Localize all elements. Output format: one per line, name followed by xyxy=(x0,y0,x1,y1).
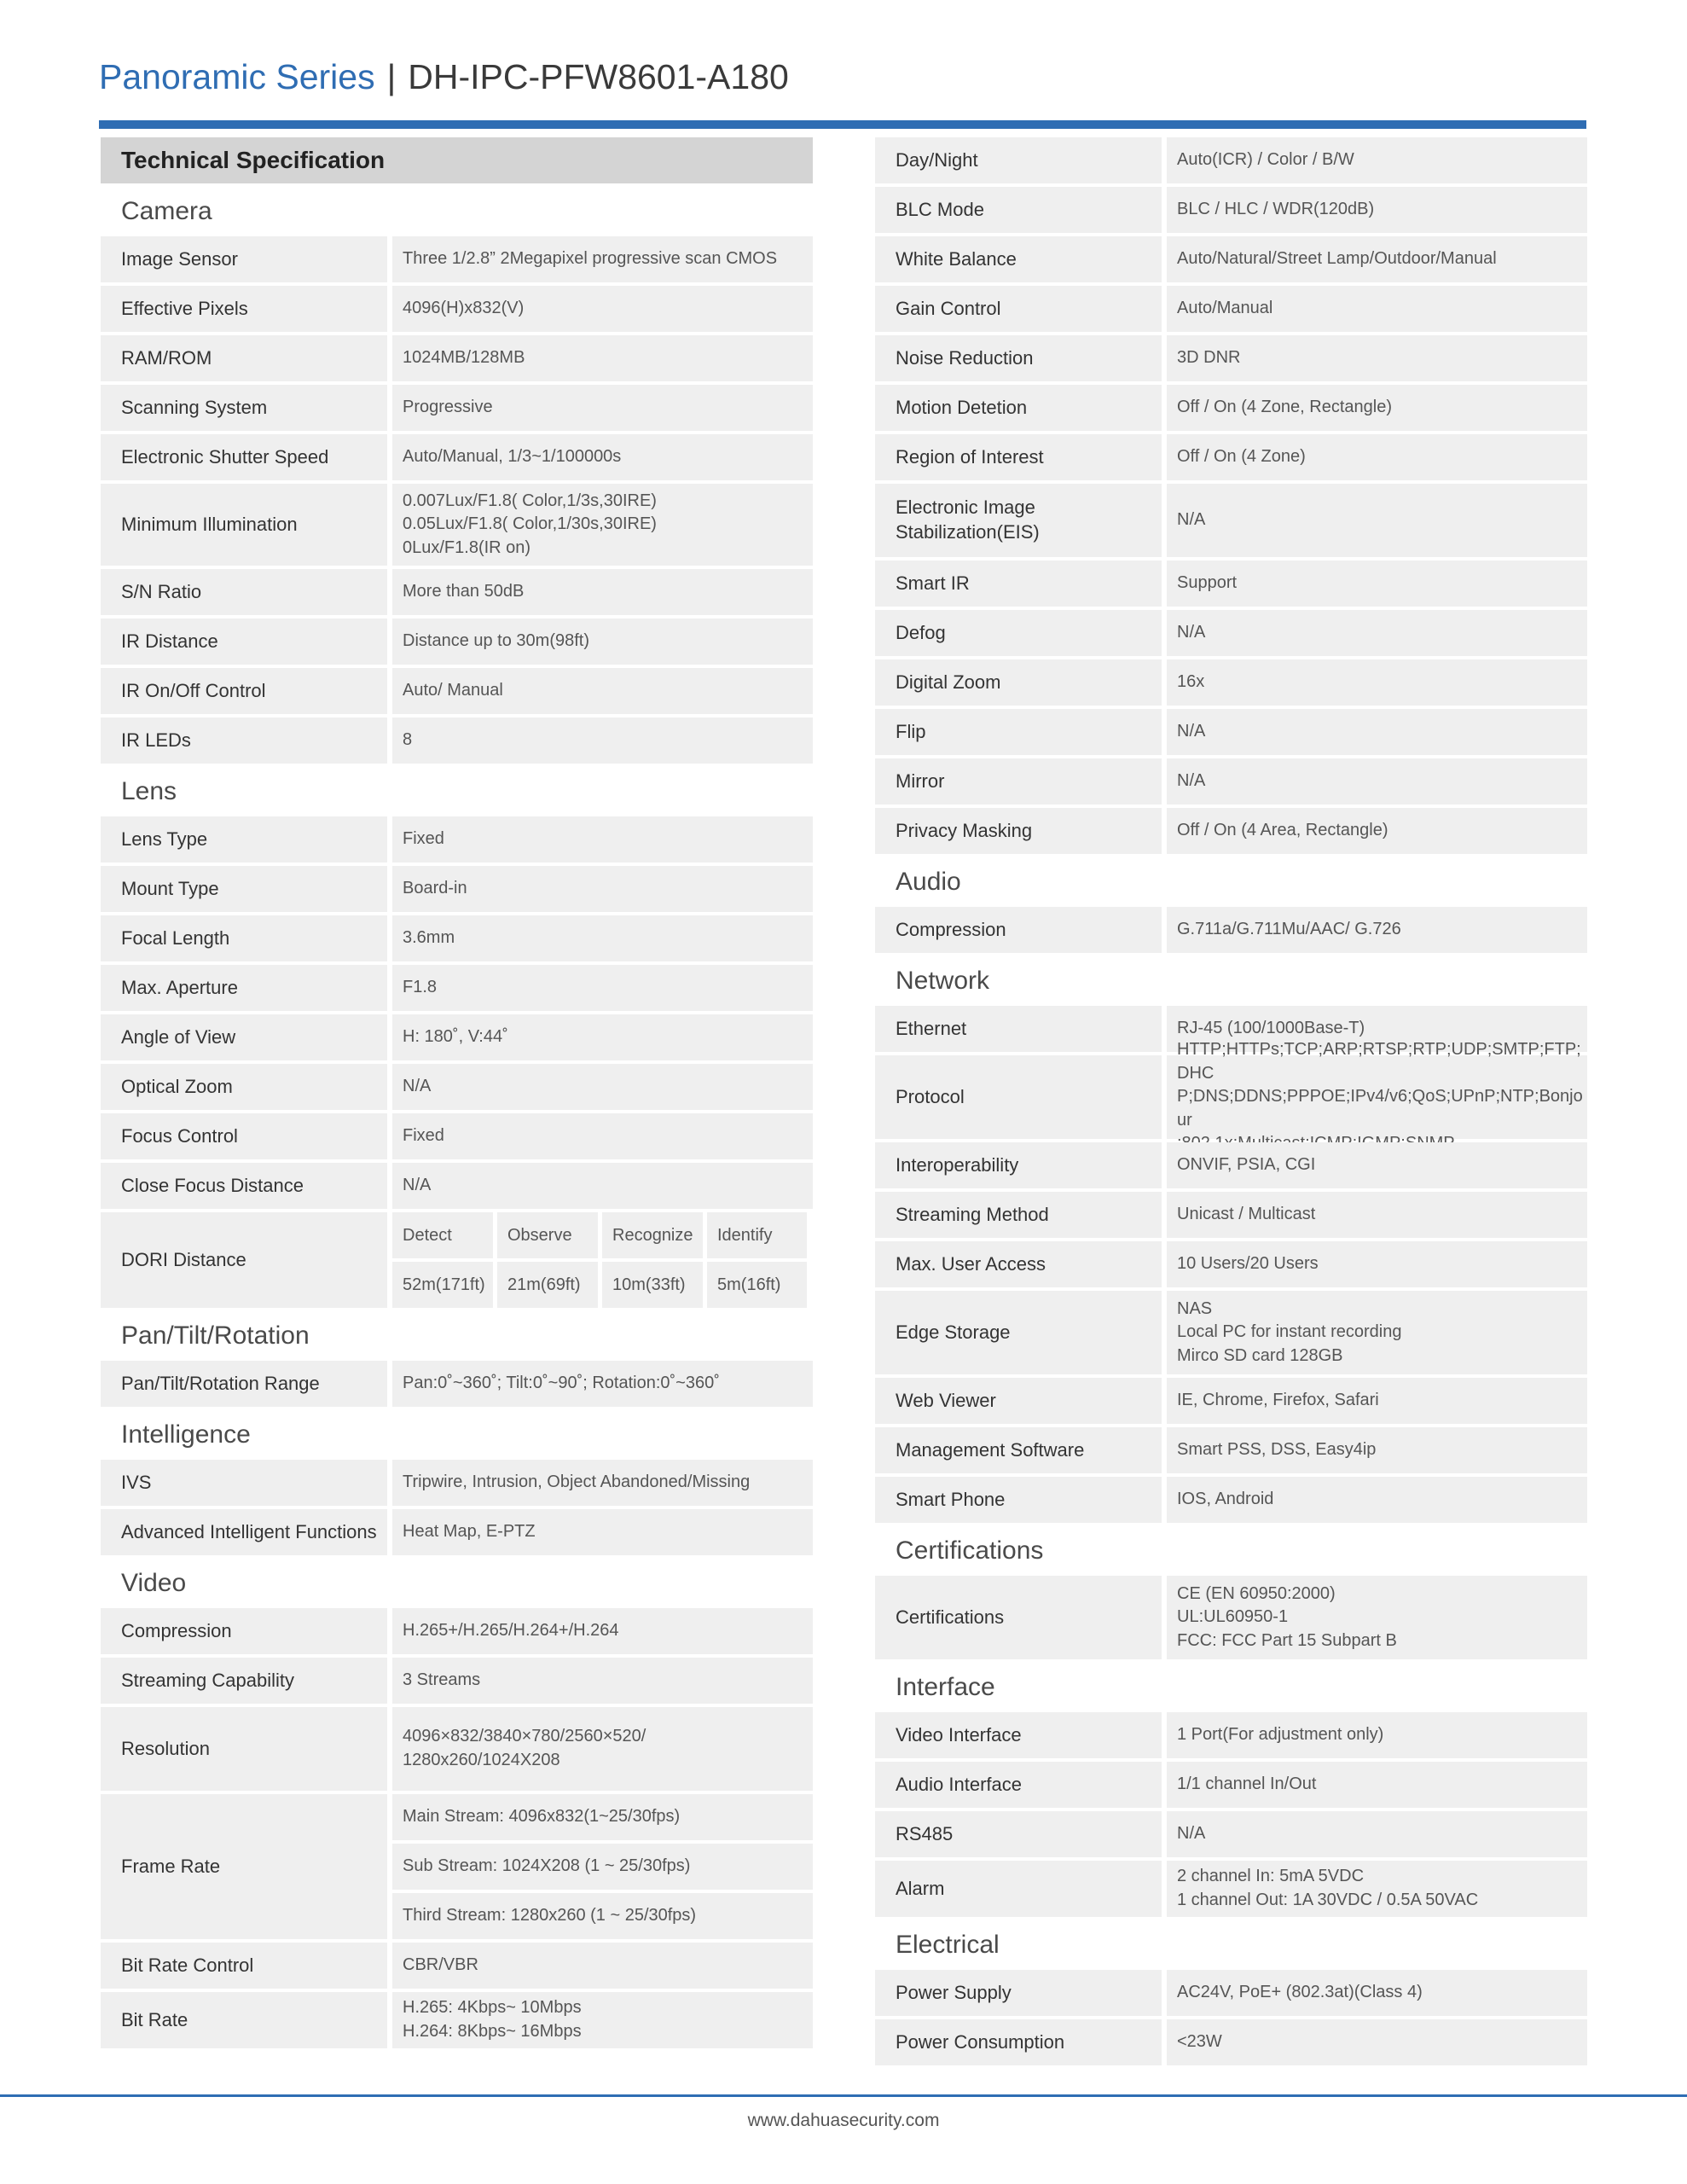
spec-value-line: CE (EN 60950:2000) xyxy=(1177,1583,1336,1603)
spec-value-line: AC24V, PoE+ (802.3at)(Class 4) xyxy=(1177,1983,1423,2002)
spec-label: Angle of View xyxy=(101,1014,387,1060)
section-heading: Certifications xyxy=(896,1536,1044,1565)
spec-label: Audio Interface xyxy=(875,1762,1162,1808)
spec-value-line: 3.6mm xyxy=(403,928,455,948)
dori-header: Observe xyxy=(497,1212,598,1258)
spec-row-s-n-ratio xyxy=(101,569,813,615)
spec-label: Smart Phone xyxy=(875,1477,1162,1523)
spec-label: Edge Storage xyxy=(875,1291,1162,1374)
spec-row-smart-ir xyxy=(875,561,1587,607)
spec-value-line: 1 channel Out: 1A 30VDC / 0.5A 50VAC xyxy=(1177,1891,1479,1909)
spec-value-line: N/A xyxy=(1177,771,1206,791)
spec-label: Alarm xyxy=(875,1861,1162,1917)
spec-value xyxy=(1167,1427,1587,1473)
section-heading: Audio xyxy=(896,868,961,896)
spec-row-electronic-image-stabilization-eis xyxy=(875,484,1587,557)
spec-value xyxy=(392,668,813,714)
spec-value xyxy=(392,1658,813,1704)
spec-value-line: 3D DNR xyxy=(1177,348,1241,368)
spec-value xyxy=(392,619,813,665)
spec-value-line: N/A xyxy=(1177,722,1206,741)
section-heading: Interface xyxy=(896,1673,995,1701)
spec-value xyxy=(1167,808,1587,854)
spec-label: Management Software xyxy=(875,1427,1162,1473)
spec-label: Focus Control xyxy=(101,1113,387,1159)
spec-row-ir-distance xyxy=(101,619,813,665)
spec-label: Day/Night xyxy=(875,137,1162,183)
spec-value xyxy=(392,1992,813,2048)
spec-value xyxy=(392,1460,813,1506)
spec-value-line: Tripwire, Intrusion, Object Abandoned/Missing xyxy=(403,1472,751,1492)
spec-value-line: IE, Chrome, Firefox, Safari xyxy=(1177,1391,1379,1410)
section-heading: Intelligence xyxy=(121,1420,251,1449)
spec-row-image-sensor xyxy=(101,236,813,282)
spec-label: Scanning System xyxy=(101,385,387,431)
spec-value-line: H.265: 4Kbps~ 10Mbps xyxy=(403,1998,582,2018)
model-name: DH-IPC-PFW8601-A180 xyxy=(408,56,789,96)
spec-row-protocol xyxy=(875,1040,1587,1139)
spec-row-optical-zoom xyxy=(101,1064,813,1110)
spec-row-max-aperture xyxy=(101,965,813,1011)
spec-label: BLC Mode xyxy=(875,187,1162,233)
title-separator: | xyxy=(386,56,397,96)
spec-value xyxy=(1167,1576,1587,1659)
spec-value-line: N/A xyxy=(403,1077,432,1096)
spec-label: Protocol xyxy=(875,1055,1162,1139)
spec-value-line: Distance up to 30m(98ft) xyxy=(403,631,589,651)
spec-value xyxy=(1167,1712,1587,1758)
spec-row-frame-rate xyxy=(101,1794,813,1939)
spec-value xyxy=(1167,1142,1587,1188)
frame-rate-stream: Third Stream: 1280x260 (1 ~ 25/30fps) xyxy=(392,1893,813,1939)
spec-value-line: 1/1 channel In/Out xyxy=(1177,1774,1317,1794)
spec-value xyxy=(1167,187,1587,233)
spec-label: Lens Type xyxy=(101,816,387,863)
dori-header: Detect xyxy=(392,1212,493,1258)
spec-label: Max. Aperture xyxy=(101,965,387,1011)
spec-label: Optical Zoom xyxy=(101,1064,387,1110)
spec-label: Close Focus Distance xyxy=(101,1163,387,1209)
page-header xyxy=(99,51,789,102)
section-heading: Video xyxy=(121,1569,187,1597)
spec-label: Advanced Intelligent Functions xyxy=(101,1509,387,1555)
spec-row-ir-on-off-control xyxy=(101,668,813,714)
footer-divider xyxy=(0,2094,1687,2097)
spec-row-digital-zoom xyxy=(875,659,1587,706)
spec-label: Certifications xyxy=(875,1576,1162,1659)
spec-value-line: Pan:0˚~360˚; Tilt:0˚~90˚; Rotation:0˚~360˚ xyxy=(403,1374,720,1393)
spec-label: IR Distance xyxy=(101,619,387,665)
spec-value xyxy=(392,1794,813,1939)
spec-value-line: F1.8 xyxy=(403,978,438,997)
spec-label: Pan/Tilt/Rotation Range xyxy=(101,1361,387,1407)
spec-row-video-interface xyxy=(875,1712,1587,1758)
spec-value-line: Off / On (4 Zone, Rectangle) xyxy=(1177,398,1392,417)
spec-row-interoperability xyxy=(875,1142,1587,1188)
spec-value xyxy=(1167,335,1587,381)
dori-header: Recognize xyxy=(602,1212,703,1258)
spec-row-alarm xyxy=(875,1861,1587,1917)
spec-label: Privacy Masking xyxy=(875,808,1162,854)
spec-value-line: Smart PSS, DSS, Easy4ip xyxy=(1177,1440,1377,1460)
spec-value-line: H: 180˚, V:44˚ xyxy=(403,1027,508,1047)
spec-row-minimum-illumination xyxy=(101,484,813,566)
spec-row-blc-mode xyxy=(875,187,1587,233)
spec-value xyxy=(392,1163,813,1209)
spec-value xyxy=(1167,907,1587,953)
spec-row-region-of-interest xyxy=(875,434,1587,480)
spec-value-line: Off / On (4 Zone) xyxy=(1177,447,1306,467)
spec-row-lens-type xyxy=(101,816,813,863)
dori-value: 21m(69ft) xyxy=(497,1262,598,1308)
spec-label: Image Sensor xyxy=(101,236,387,282)
spec-value-line: 1280x260/1024X208 xyxy=(403,1751,560,1769)
spec-value-line: ONVIF, PSIA, CGI xyxy=(1177,1155,1316,1175)
spec-label: Web Viewer xyxy=(875,1378,1162,1424)
spec-label: Digital Zoom xyxy=(875,659,1162,706)
spec-row-compression xyxy=(101,1608,813,1654)
spec-row-day-night xyxy=(875,137,1587,183)
left-column xyxy=(101,137,813,2052)
spec-label: Smart IR xyxy=(875,561,1162,607)
spec-value xyxy=(392,965,813,1011)
spec-label: Electronic Image Stabilization(EIS) xyxy=(875,484,1162,557)
spec-value xyxy=(392,1707,813,1791)
spec-label: Region of Interest xyxy=(875,434,1162,480)
spec-value xyxy=(1167,561,1587,607)
header-divider xyxy=(99,120,1586,129)
spec-label: Minimum Illumination xyxy=(101,484,387,566)
spec-value-line: N/A xyxy=(1177,623,1206,642)
spec-label: Streaming Method xyxy=(875,1192,1162,1238)
spec-value xyxy=(392,484,813,566)
spec-label: Power Consumption xyxy=(875,2019,1162,2065)
spec-value-line: CBR/VBR xyxy=(403,1955,478,1975)
spec-label: Streaming Capability xyxy=(101,1658,387,1704)
spec-value xyxy=(392,915,813,961)
spec-label: Defog xyxy=(875,610,1162,656)
dori-table xyxy=(392,1212,813,1308)
spec-value-line: Off / On (4 Area, Rectangle) xyxy=(1177,821,1388,840)
spec-value xyxy=(1167,1970,1587,2016)
spec-value xyxy=(1167,610,1587,656)
spec-label: Bit Rate xyxy=(101,1992,387,2048)
spec-row-focus-control xyxy=(101,1113,813,1159)
spec-value xyxy=(1167,1811,1587,1857)
spec-value-line: HTTP;HTTPs;TCP;ARP;RTSP;RTP;UDP;SMTP;FTP;DHC xyxy=(1177,1040,1581,1083)
spec-value xyxy=(392,866,813,912)
spec-value xyxy=(1167,236,1587,282)
spec-value-line: 1 Port(For adjustment only) xyxy=(1177,1725,1384,1745)
spec-value-line: P;DNS;DDNS;PPPOE;IPv4/v6;QoS;UPnP;NTP;Bonjour xyxy=(1177,1087,1583,1130)
spec-value-line: RJ-45 (100/1000Base-T) xyxy=(1177,1019,1365,1038)
spec-row-bit-rate-control xyxy=(101,1943,813,1989)
spec-label: S/N Ratio xyxy=(101,569,387,615)
spec-label: Max. User Access xyxy=(875,1241,1162,1287)
spec-value xyxy=(1167,1477,1587,1523)
spec-row-power-supply xyxy=(875,1970,1587,2016)
spec-label: IR LEDs xyxy=(101,717,387,764)
spec-label: IR On/Off Control xyxy=(101,668,387,714)
spec-value-line: Fixed xyxy=(403,829,444,849)
spec-row-mount-type xyxy=(101,866,813,912)
spec-value-line: FCC: FCC Part 15 Subpart B xyxy=(1177,1630,1397,1650)
spec-label: Flip xyxy=(875,709,1162,755)
spec-row-advanced-intelligent-functions xyxy=(101,1509,813,1555)
spec-label: Gain Control xyxy=(875,286,1162,332)
section-title-technical-specification: Technical Specification xyxy=(101,137,813,183)
spec-row-smart-phone xyxy=(875,1477,1587,1523)
spec-row-electronic-shutter-speed xyxy=(101,434,813,480)
spec-value-line: Unicast / Multicast xyxy=(1177,1205,1316,1224)
spec-value-line: 3 Streams xyxy=(403,1670,481,1690)
spec-value-line: 1024MB/128MB xyxy=(403,348,525,368)
section-heading: Pan/Tilt/Rotation xyxy=(121,1321,310,1350)
spec-row-power-consumption xyxy=(875,2019,1587,2065)
spec-value-line: 4096(H)x832(V) xyxy=(403,299,525,318)
spec-value xyxy=(1167,709,1587,755)
spec-row-streaming-capability xyxy=(101,1658,813,1704)
spec-value xyxy=(1167,137,1587,183)
spec-row-rs485 xyxy=(875,1811,1587,1857)
spec-value-line: Board-in xyxy=(403,879,467,898)
spec-value-line: Auto(ICR) / Color / B/W xyxy=(1177,150,1354,170)
spec-row-ivs xyxy=(101,1460,813,1506)
spec-value-line: N/A xyxy=(1177,510,1206,530)
footer-url: www.dahuasecurity.com xyxy=(747,2111,940,2130)
spec-value xyxy=(392,286,813,332)
spec-label: DORI Distance xyxy=(101,1212,387,1308)
spec-label: Compression xyxy=(875,907,1162,953)
spec-value xyxy=(1167,434,1587,480)
spec-value-line: N/A xyxy=(403,1176,432,1195)
spec-value xyxy=(1167,1861,1587,1917)
spec-label: Video Interface xyxy=(875,1712,1162,1758)
spec-value-line: H.264: 8Kbps~ 16Mbps xyxy=(403,2022,582,2041)
spec-value-line: BLC / HLC / WDR(120dB) xyxy=(1177,200,1375,219)
spec-row-motion-detetion xyxy=(875,385,1587,431)
spec-label: Electronic Shutter Speed xyxy=(101,434,387,480)
spec-value xyxy=(392,1064,813,1110)
spec-value-line: IOS, Android xyxy=(1177,1490,1274,1509)
spec-value xyxy=(392,335,813,381)
spec-row-streaming-method xyxy=(875,1192,1587,1238)
spec-row-compression xyxy=(875,907,1587,953)
spec-value-line: 16x xyxy=(1177,672,1205,692)
spec-row-focal-length xyxy=(101,915,813,961)
spec-row-gain-control xyxy=(875,286,1587,332)
frame-rate-stream: Sub Stream: 1024X208 (1 ~ 25/30fps) xyxy=(392,1844,813,1890)
spec-row-scanning-system xyxy=(101,385,813,431)
spec-row-angle-of-view xyxy=(101,1014,813,1060)
section-heading: Camera xyxy=(121,197,212,225)
spec-value xyxy=(1167,1762,1587,1808)
spec-label: Effective Pixels xyxy=(101,286,387,332)
spec-value xyxy=(392,1608,813,1654)
spec-label: Mirror xyxy=(875,758,1162,804)
spec-value xyxy=(1167,659,1587,706)
spec-value xyxy=(1167,385,1587,431)
spec-value xyxy=(1167,1378,1587,1424)
spec-label: RS485 xyxy=(875,1811,1162,1857)
dori-header: Identify xyxy=(707,1212,807,1258)
spec-value-line: Fixed xyxy=(403,1126,444,1146)
dori-value: 52m(171ft) xyxy=(392,1262,493,1308)
spec-row-edge-storage xyxy=(875,1291,1587,1374)
spec-value xyxy=(392,717,813,764)
spec-value xyxy=(392,434,813,480)
spec-label: Ethernet xyxy=(875,1006,1162,1052)
section-heading: Network xyxy=(896,967,990,995)
spec-value xyxy=(392,1014,813,1060)
spec-row-defog xyxy=(875,610,1587,656)
spec-value xyxy=(392,1113,813,1159)
spec-label: Interoperability xyxy=(875,1142,1162,1188)
spec-row-certifications xyxy=(875,1576,1587,1659)
series-title: Panoramic Series xyxy=(99,56,375,96)
spec-value-line: Local PC for instant recording xyxy=(1177,1322,1402,1342)
spec-row-management-software xyxy=(875,1427,1587,1473)
section-heading: Electrical xyxy=(896,1931,1000,1959)
spec-value-line: Support xyxy=(1177,573,1238,593)
spec-value-line: Auto/Manual xyxy=(1177,299,1273,318)
spec-value-line: 4096×832/3840×780/2560×520/ xyxy=(403,1727,646,1746)
spec-value-line: H.265+/H.265/H.264+/H.264 xyxy=(403,1621,619,1641)
spec-value-line: N/A xyxy=(1177,1824,1206,1844)
spec-row-bit-rate xyxy=(101,1992,813,2048)
spec-value-line: Heat Map, E-PTZ xyxy=(403,1522,536,1542)
spec-row-effective-pixels xyxy=(101,286,813,332)
spec-value-line: Three 1/2.8” 2Megapixel progressive scan CMOS xyxy=(403,249,778,269)
frame-rate-stream: Main Stream: 4096x832(1~25/30fps) xyxy=(392,1794,813,1840)
spec-value-line: Auto/Natural/Street Lamp/Outdoor/Manual xyxy=(1177,249,1497,269)
spec-row-audio-interface xyxy=(875,1762,1587,1808)
spec-value-line: UL:UL60950-1 xyxy=(1177,1607,1289,1627)
spec-value-line: 8 xyxy=(403,730,413,750)
spec-row-max-user-access xyxy=(875,1241,1587,1287)
spec-row-ir-leds xyxy=(101,717,813,764)
spec-value xyxy=(1167,1192,1587,1238)
spec-label: Compression xyxy=(101,1608,387,1654)
spec-value xyxy=(392,1361,813,1407)
spec-row-dori-distance xyxy=(101,1212,813,1308)
spec-value-line: 2 channel In: 5mA 5VDC xyxy=(1177,1867,1365,1886)
spec-value-line: 0.05Lux/F1.8( Color,1/30s,30IRE) xyxy=(403,514,657,534)
spec-value-line: Progressive xyxy=(403,398,493,417)
spec-value-line: 0.007Lux/F1.8( Color,1/3s,30IRE) xyxy=(403,491,657,510)
spec-label: Noise Reduction xyxy=(875,335,1162,381)
spec-row-white-balance xyxy=(875,236,1587,282)
spec-label: White Balance xyxy=(875,236,1162,282)
dori-value: 10m(33ft) xyxy=(602,1262,703,1308)
spec-label: Resolution xyxy=(101,1707,387,1791)
spec-value-line: 10 Users/20 Users xyxy=(1177,1254,1319,1274)
spec-row-flip xyxy=(875,709,1587,755)
spec-value-line: Auto/ Manual xyxy=(403,681,503,700)
spec-row-mirror xyxy=(875,758,1587,804)
spec-value-line: More than 50dB xyxy=(403,582,525,601)
spec-label: IVS xyxy=(101,1460,387,1506)
spec-value-line: G.711a/G.711Mu/AAC/ G.726 xyxy=(1177,920,1401,939)
spec-value xyxy=(1167,758,1587,804)
spec-value xyxy=(1167,1040,1587,1139)
spec-value xyxy=(392,569,813,615)
spec-value xyxy=(1167,1291,1587,1374)
spec-row-ram-rom xyxy=(101,335,813,381)
spec-value-line: Auto/Manual, 1/3~1/100000s xyxy=(403,447,622,467)
spec-label: Motion Detetion xyxy=(875,385,1162,431)
section-heading: Lens xyxy=(121,777,177,805)
spec-label: Mount Type xyxy=(101,866,387,912)
spec-row-web-viewer xyxy=(875,1378,1587,1424)
spec-value xyxy=(1167,2019,1587,2065)
spec-label: Bit Rate Control xyxy=(101,1943,387,1989)
spec-row-noise-reduction xyxy=(875,335,1587,381)
spec-row-pan-tilt-rotation-range xyxy=(101,1361,813,1407)
spec-value xyxy=(392,816,813,863)
spec-value xyxy=(392,1509,813,1555)
spec-label: RAM/ROM xyxy=(101,335,387,381)
spec-value xyxy=(1167,484,1587,557)
spec-row-resolution xyxy=(101,1707,813,1791)
right-column xyxy=(875,137,1587,2069)
spec-value-line: Mirco SD card 128GB xyxy=(1177,1345,1343,1365)
spec-label: Power Supply xyxy=(875,1970,1162,2016)
spec-value-line: NAS xyxy=(1177,1298,1213,1318)
spec-value xyxy=(1167,286,1587,332)
spec-value xyxy=(392,385,813,431)
spec-row-privacy-masking xyxy=(875,808,1587,854)
spec-value xyxy=(392,236,813,282)
spec-value xyxy=(392,1943,813,1989)
spec-label: Frame Rate xyxy=(101,1794,387,1939)
spec-label: Focal Length xyxy=(101,915,387,961)
spec-row-close-focus-distance xyxy=(101,1163,813,1209)
spec-value-line: 0Lux/F1.8(IR on) xyxy=(403,537,531,557)
spec-value-line: <23W xyxy=(1177,2032,1222,2052)
spec-value xyxy=(1167,1241,1587,1287)
dori-value: 5m(16ft) xyxy=(707,1262,807,1308)
